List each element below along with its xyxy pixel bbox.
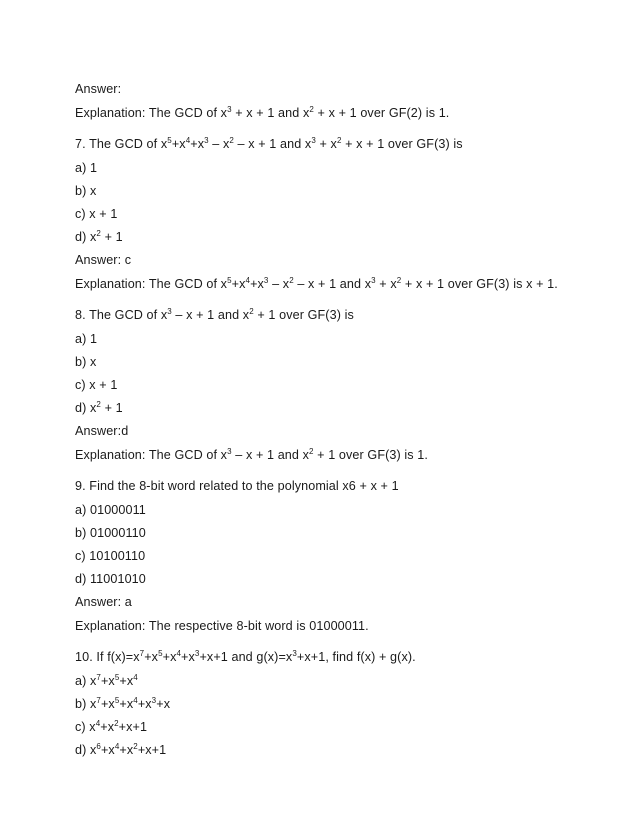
- superscript-exponent: 3: [263, 275, 269, 285]
- text-segment: +x+1: [137, 743, 167, 757]
- text-segment: + 1 over GF(3) is: [253, 308, 354, 322]
- text-segment: Answer: c: [75, 253, 132, 267]
- superscript-exponent: 2: [309, 446, 314, 456]
- text-segment: – x + 1 and x: [293, 277, 372, 291]
- text-segment: + 1 over GF(3) is 1.: [313, 448, 429, 462]
- answer-label: [75, 82, 121, 97]
- superscript-exponent: 3: [227, 104, 232, 114]
- text-segment: +x: [162, 650, 177, 664]
- text-segment: + x + 1 over GF(3) is x + 1.: [401, 277, 558, 291]
- option-c: [75, 549, 145, 564]
- superscript-exponent: 3: [194, 648, 200, 658]
- text-segment: d) 11001010: [75, 572, 146, 586]
- text-segment: +x: [137, 697, 152, 711]
- text-segment: c) x + 1: [75, 378, 118, 392]
- superscript-exponent: 2: [229, 135, 234, 145]
- text-segment: +x: [119, 674, 134, 688]
- text-segment: d) x: [75, 230, 97, 244]
- option-c: [75, 378, 117, 393]
- superscript-exponent: 7: [139, 648, 145, 658]
- superscript-exponent: 7: [96, 672, 101, 682]
- superscript-exponent: 6: [96, 741, 101, 751]
- text-segment: +x: [181, 650, 195, 664]
- option-c: [75, 207, 117, 222]
- text-segment: +x: [119, 743, 134, 757]
- superscript-exponent: 4: [95, 718, 101, 728]
- text-segment: b) x: [75, 697, 97, 711]
- text-segment: + x: [315, 137, 337, 151]
- superscript-exponent: 5: [114, 695, 120, 705]
- text-segment: d) x: [75, 743, 97, 757]
- superscript-exponent: 2: [96, 399, 101, 409]
- text-segment: 7. The GCD of x: [75, 137, 168, 151]
- text-segment: a) 1: [75, 161, 98, 175]
- superscript-exponent: 2: [114, 718, 119, 728]
- text-segment: 10. If f(x)=x: [75, 650, 140, 664]
- option-a: [75, 161, 97, 176]
- superscript-exponent: 3: [292, 648, 297, 658]
- superscript-exponent: 5: [114, 672, 120, 682]
- option-b: [75, 184, 96, 199]
- question-text: [75, 137, 463, 152]
- text-segment: 9. Find the 8-bit word related to the polynomial x6 + x + 1: [75, 479, 399, 493]
- text-segment: +x+1, find f(x) + g(x).: [296, 650, 416, 664]
- text-segment: +x+1: [118, 720, 148, 734]
- superscript-exponent: 3: [227, 446, 232, 456]
- superscript-exponent: 5: [227, 275, 232, 285]
- text-segment: b) x: [75, 355, 97, 369]
- text-segment: +x: [100, 720, 115, 734]
- text-segment: a) 1: [75, 332, 98, 346]
- option-d: [75, 401, 123, 416]
- text-segment: b) x: [75, 184, 97, 198]
- text-segment: +x: [100, 697, 115, 711]
- text-segment: +x: [250, 277, 264, 291]
- superscript-exponent: 4: [133, 672, 138, 682]
- question-text: [75, 308, 354, 323]
- superscript-exponent: 7: [96, 695, 101, 705]
- text-segment: +x: [190, 137, 205, 151]
- explanation-text: [75, 106, 449, 121]
- text-segment: +x: [119, 697, 134, 711]
- superscript-exponent: 2: [133, 741, 138, 751]
- option-d: [75, 230, 123, 245]
- text-segment: + 1: [100, 401, 123, 415]
- superscript-exponent: 2: [336, 135, 342, 145]
- text-segment: – x + 1 and x: [231, 448, 310, 462]
- text-segment: Explanation: The GCD of x: [75, 106, 228, 120]
- text-segment: + 1: [100, 230, 123, 244]
- superscript-exponent: 4: [245, 275, 251, 285]
- text-segment: c) x: [75, 720, 96, 734]
- text-segment: Answer:: [75, 82, 122, 96]
- superscript-exponent: 4: [176, 648, 182, 658]
- explanation-text: [75, 448, 428, 463]
- superscript-exponent: 3: [151, 695, 157, 705]
- superscript-exponent: 2: [289, 275, 294, 285]
- text-segment: +x+1 and g(x)=x: [199, 650, 293, 664]
- superscript-exponent: 2: [96, 228, 101, 238]
- text-segment: c) x + 1: [75, 207, 118, 221]
- text-segment: + x: [375, 277, 397, 291]
- text-segment: a) x: [75, 674, 97, 688]
- superscript-exponent: 2: [249, 306, 254, 316]
- answer-label: [75, 253, 131, 268]
- superscript-exponent: 4: [114, 741, 120, 751]
- superscript-exponent: 3: [311, 135, 316, 145]
- text-segment: +x: [100, 674, 115, 688]
- text-segment: c) 10100110: [75, 549, 146, 563]
- answer-label: [75, 424, 128, 439]
- text-segment: +x: [144, 650, 159, 664]
- superscript-exponent: 3: [204, 135, 209, 145]
- option-a: [75, 503, 146, 518]
- superscript-exponent: 4: [133, 695, 138, 705]
- answer-label: [75, 595, 132, 610]
- superscript-exponent: 5: [158, 648, 163, 658]
- text-segment: +x: [171, 137, 186, 151]
- text-segment: + x + 1 and x: [231, 106, 310, 120]
- text-segment: Answer:d: [75, 424, 129, 438]
- option-a: [75, 674, 138, 689]
- superscript-exponent: 2: [396, 275, 402, 285]
- option-c: [75, 720, 147, 735]
- explanation-text: [75, 619, 369, 634]
- text-segment: d) x: [75, 401, 97, 415]
- text-segment: b) 01000110: [75, 526, 146, 540]
- superscript-exponent: 3: [371, 275, 376, 285]
- text-segment: +x: [100, 743, 115, 757]
- text-segment: Explanation: The GCD of x: [75, 448, 228, 462]
- text-segment: – x + 1 and x: [171, 308, 250, 322]
- superscript-exponent: 5: [167, 135, 172, 145]
- text-segment: – x: [268, 277, 290, 291]
- explanation-text: [75, 277, 558, 292]
- option-a: [75, 332, 97, 347]
- superscript-exponent: 4: [185, 135, 191, 145]
- question-text: [75, 479, 399, 494]
- text-segment: Explanation: The respective 8-bit word is 01000011.: [75, 619, 369, 633]
- text-segment: + x + 1 over GF(3) is: [341, 137, 463, 151]
- option-d: [75, 572, 146, 587]
- text-segment: – x + 1 and x: [233, 137, 312, 151]
- option-b: [75, 526, 146, 541]
- text-segment: a) 01000011: [75, 503, 146, 517]
- text-segment: Answer: a: [75, 595, 132, 609]
- question-text: [75, 650, 416, 665]
- text-segment: + x + 1 over GF(2) is 1.: [313, 106, 450, 120]
- text-segment: – x: [208, 137, 230, 151]
- option-d: [75, 743, 166, 758]
- text-segment: +x: [156, 697, 171, 711]
- option-b: [75, 697, 170, 712]
- text-segment: 8. The GCD of x: [75, 308, 168, 322]
- superscript-exponent: 2: [309, 104, 314, 114]
- option-b: [75, 355, 96, 370]
- text-segment: Explanation: The GCD of x: [75, 277, 228, 291]
- text-segment: +x: [231, 277, 246, 291]
- superscript-exponent: 3: [167, 306, 172, 316]
